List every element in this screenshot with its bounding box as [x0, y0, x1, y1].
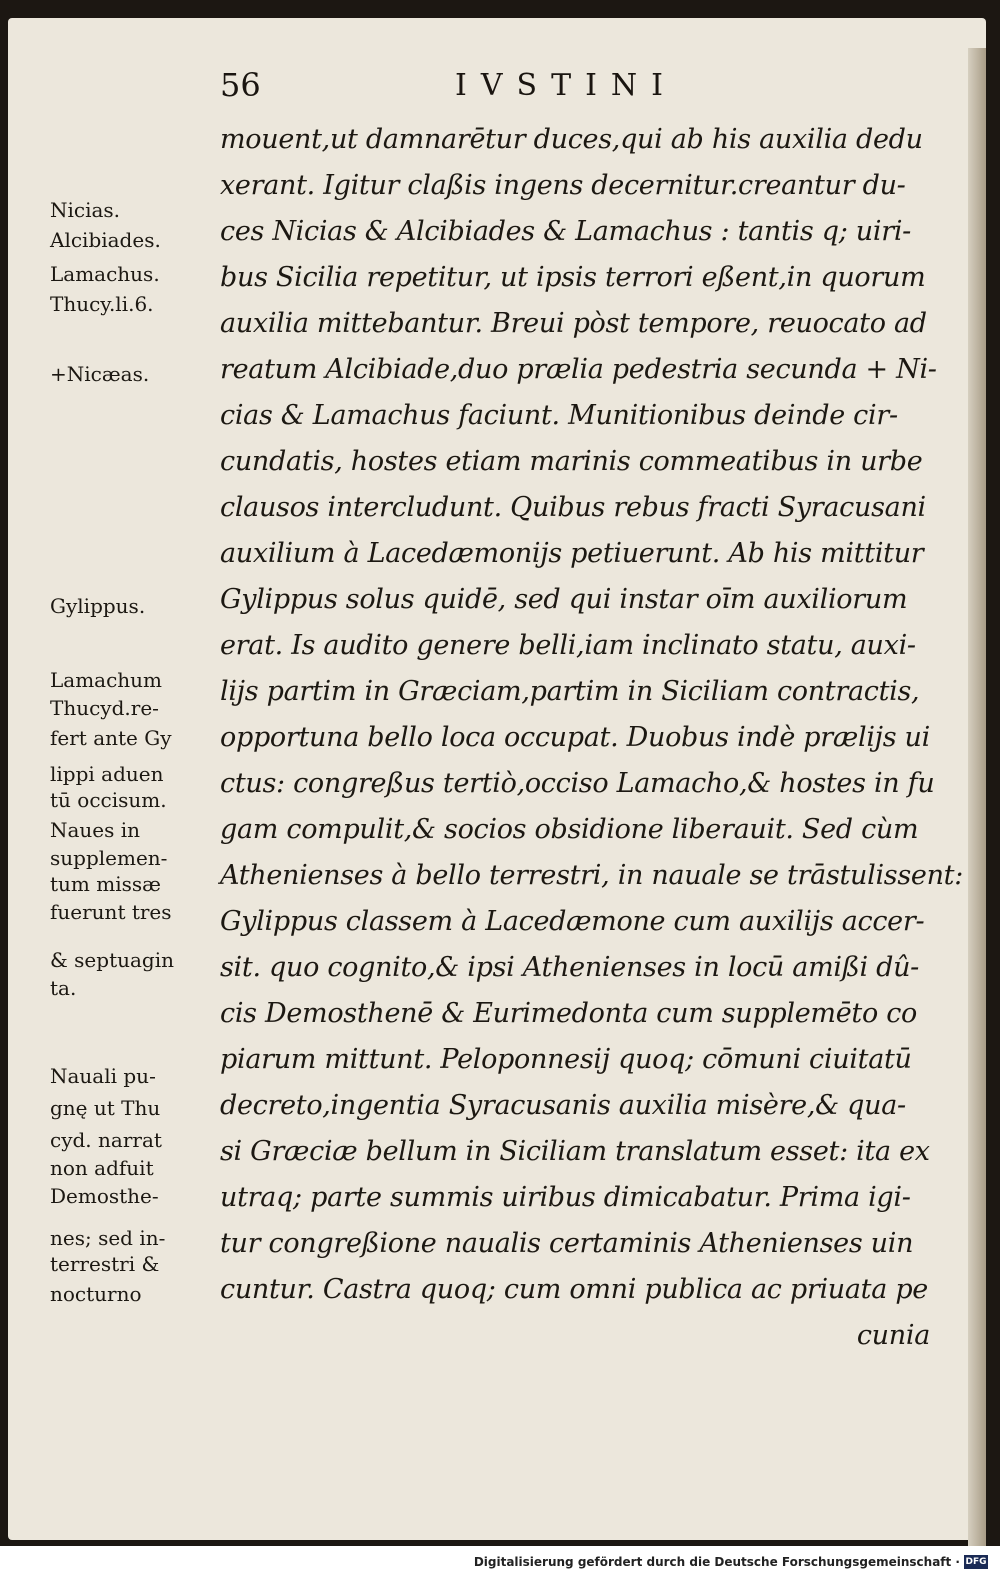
running-title: IVSTINI: [455, 68, 678, 103]
text-line: si Græciæ bellum in Siciliam translatum esset: ita ex: [220, 1136, 930, 1167]
margin-note: Naues in: [50, 818, 141, 842]
margin-note: tū occisum.: [50, 788, 167, 812]
margin-note: Gylippus.: [50, 594, 146, 618]
margin-note: Nicias.: [50, 198, 121, 222]
margin-note: non adfuit: [50, 1156, 154, 1180]
text-line: tur congreßione naualis certaminis Athenienses uin: [220, 1228, 914, 1259]
text-line: cundatis, hostes etiam marinis commeatibus in urbe: [220, 446, 923, 477]
text-line: decreto,ingentia Syracusanis auxilia misère,& qua-: [220, 1090, 906, 1121]
text-line: Gylippus classem à Lacedæmone cum auxilijs accer-: [220, 906, 925, 937]
text-line: opportuna bello loca occupat. Duobus indè prælijs ui: [220, 722, 930, 753]
text-line: utraq; parte summis uiribus dimicabatur. Prima igi-: [220, 1182, 911, 1213]
margin-note: tum missæ: [50, 872, 161, 896]
margin-note: & septuagin: [50, 948, 174, 972]
margin-note: ta.: [50, 976, 77, 1000]
margin-note: Thucy.li.6.: [50, 292, 154, 316]
text-line: lijs partim in Græciam,partim in Siciliam contractis,: [220, 676, 920, 707]
text-line: ces Nicias & Alcibiades & Lamachus : tantis q; uiri-: [220, 216, 911, 247]
text-line: Gylippus solus quidē, sed qui instar oīm auxiliorum: [220, 584, 908, 615]
margin-note: nocturno: [50, 1282, 142, 1306]
margin-note: fuerunt tres: [50, 900, 172, 924]
catchword: cunia: [856, 1320, 930, 1351]
text-line: auxilium à Lacedæmonijs petiuerunt. Ab his mittitur: [220, 538, 924, 569]
margin-note: Lamachum: [50, 668, 163, 692]
text-line: Athenienses à bello terrestri, in nauale se trāstulissent:: [220, 860, 964, 891]
text-line: xerant. Igitur claßis ingens decernitur.creantur du-: [220, 170, 906, 201]
margin-note: fert ante Gy: [50, 726, 172, 750]
text-line: ctus: congreßus tertiò,occiso Lamacho,& hostes in fu: [220, 768, 935, 799]
margin-note: +Nicæas.: [50, 362, 150, 386]
margin-note: lippi aduen: [50, 762, 164, 786]
text-line: reatum Alcibiade,duo prælia pedestria secunda + Ni-: [220, 354, 937, 385]
margin-note: Lamachus.: [50, 262, 160, 286]
margin-note: Nauali pu-: [50, 1064, 156, 1088]
margin-note: Alcibiades.: [50, 228, 161, 252]
text-line: mouent,ut damnarētur duces,qui ab his auxilia dedu: [220, 124, 923, 155]
text-line: clausos intercludunt. Quibus rebus fracti Syracusani: [220, 492, 926, 523]
margin-note: supplemen-: [50, 846, 168, 870]
text-line: erat. Is audito genere belli,iam inclinato statu, auxi-: [220, 630, 916, 661]
margin-note: Thucyd.re-: [50, 696, 159, 720]
margin-note: Demosthe-: [50, 1184, 159, 1208]
page-number: 56: [220, 66, 261, 104]
margin-note: cyd. narrat: [50, 1128, 162, 1152]
dfg-logo: DFG: [965, 1557, 987, 1567]
footer-credit-text: Digitalisierung gefördert durch die Deutsche Forschungsgemeinschaft ·: [473, 1555, 960, 1569]
footer-credit: [474, 1555, 988, 1569]
text-line: cuntur. Castra quoq; cum omni publica ac priuata pe: [220, 1274, 928, 1305]
text-line: cis Demosthenē & Eurimedonta cum supplemēto co: [220, 998, 917, 1029]
text-line: gam compulit,& socios obsidione liberauit. Sed cùm: [220, 814, 919, 845]
page-edge: [968, 48, 986, 1548]
margin-note: nes; sed in-: [50, 1226, 166, 1250]
text-line: bus Sicilia repetitur, ut ipsis terrori eßent,in quorum: [220, 262, 926, 293]
text-line: sit. quo cognito,& ipsi Athenienses in locū amißi dû-: [220, 952, 919, 983]
text-line: piarum mittunt. Peloponnesij quoq; cōmuni ciuitatū: [220, 1044, 912, 1075]
margin-note: terrestri &: [50, 1252, 160, 1276]
text-line: cias & Lamachus faciunt. Munitionibus deinde cir-: [220, 400, 898, 431]
margin-note: gnę ut Thu: [50, 1096, 161, 1120]
text-line: auxilia mittebantur. Breui pòst tempore, reuocato ad: [220, 308, 927, 339]
